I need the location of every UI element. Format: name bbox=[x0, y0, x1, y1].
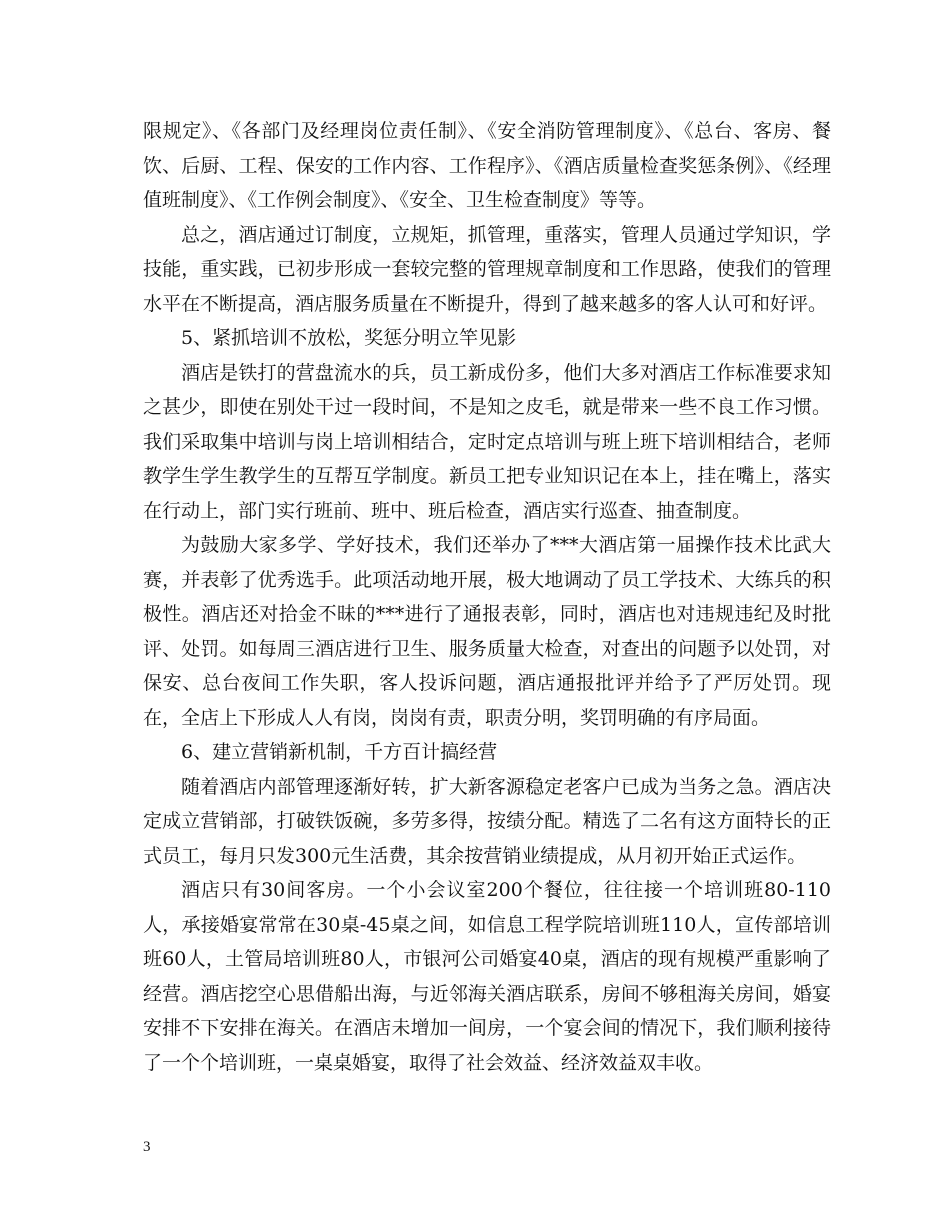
paragraph-rewards-penalties: 为鼓励大家多学、学好技术，我们还举办了***大酒店第一届操作技术比武大赛，并表彰了优秀选手。此项活动地开展，极大地调动了员工学技术、大练兵的积极性。酒店还对拾金不昧的***进行了通报表彰，同时，酒店也对违规违纪及时批评、处罚。如每周三酒店进行卫生、服务质量大检查，对查出的问题予以处罚，对保安、总台夜间工作失职，客人投诉问题，酒店通报批评并给予了严厉处罚。现在，全店上下形成人人有岗，岗岗有责，职责分明，奖罚明确的有序局面。 bbox=[143, 534, 831, 729]
section-heading-marketing: 6、建立营销新机制，千方百计搞经营 bbox=[181, 741, 498, 763]
paragraph-training-methods: 酒店是铁打的营盘流水的兵，员工新成份多，他们大多对酒店工作标准要求知之甚少，即使在别处干过一段时间，不是知之皮毛，就是带来一些不良工作习惯。我们采取集中培训与岗上培训相结合，定时定点培训与班上班下培训相结合，老师教学生学生教学生的互帮互学制度。新员工把专业知识记在本上，挂在嘴上，落实在行动上，部门实行班前、班中、班后检查，酒店实行巡查、抽查制度。 bbox=[143, 361, 831, 522]
document-body bbox=[143, 114, 831, 1080]
paragraph-marketing-department: 随着酒店内部管理逐渐好转，扩大新客源稳定老客户已成为当务之急。酒店决定成立营销部，打破铁饭碗，多劳多得，按绩分配。精选了二名有这方面特长的正式员工，每月只发300元生活费，其余按营销业绩提成，从月初开始正式运作。 bbox=[143, 775, 831, 867]
page-number: 3 bbox=[143, 1139, 151, 1155]
paragraph-management-summary: 总之，酒店通过订制度，立规矩，抓管理，重落实，管理人员通过学知识，学技能，重实践，已初步形成一套较完整的管理规章制度和工作思路，使我们的管理水平在不断提高，酒店服务质量在不断提升，得到了越来越多的客人认可和好评。 bbox=[143, 223, 831, 315]
paragraph-regulations-list: 限规定》、《各部门及经理岗位责任制》、《安全消防管理制度》、《总台、客房、餐饮、后厨、工程、保安的工作内容、工作程序》、《酒店质量检查奖惩条例》、《经理值班制度》、《工作例会制度》、《安全、卫生检查制度》等等。 bbox=[143, 120, 831, 211]
paragraph-capacity-operations: 酒店只有30间客房。一个小会议室200个餐位，往往接一个培训班80-110人，承接婚宴常常在30桌-45桌之间，如信息工程学院培训班110人，宣传部培训班60人，土管局培训班80人，市银河公司婚宴40桌，酒店的现有规模严重影响了经营。酒店挖空心思借船出海，与近邻海关酒店联系，房间不够租海关房间，婚宴安排不下安排在海关。在酒店未增加一间房，一个宴会间的情况下，我们顺利接待了一个个培训班，一桌桌婚宴，取得了社会效益、经济效益双丰收。 bbox=[143, 879, 831, 1074]
section-heading-training: 5、紧抓培训不放松，奖惩分明立竿见影 bbox=[181, 327, 517, 349]
